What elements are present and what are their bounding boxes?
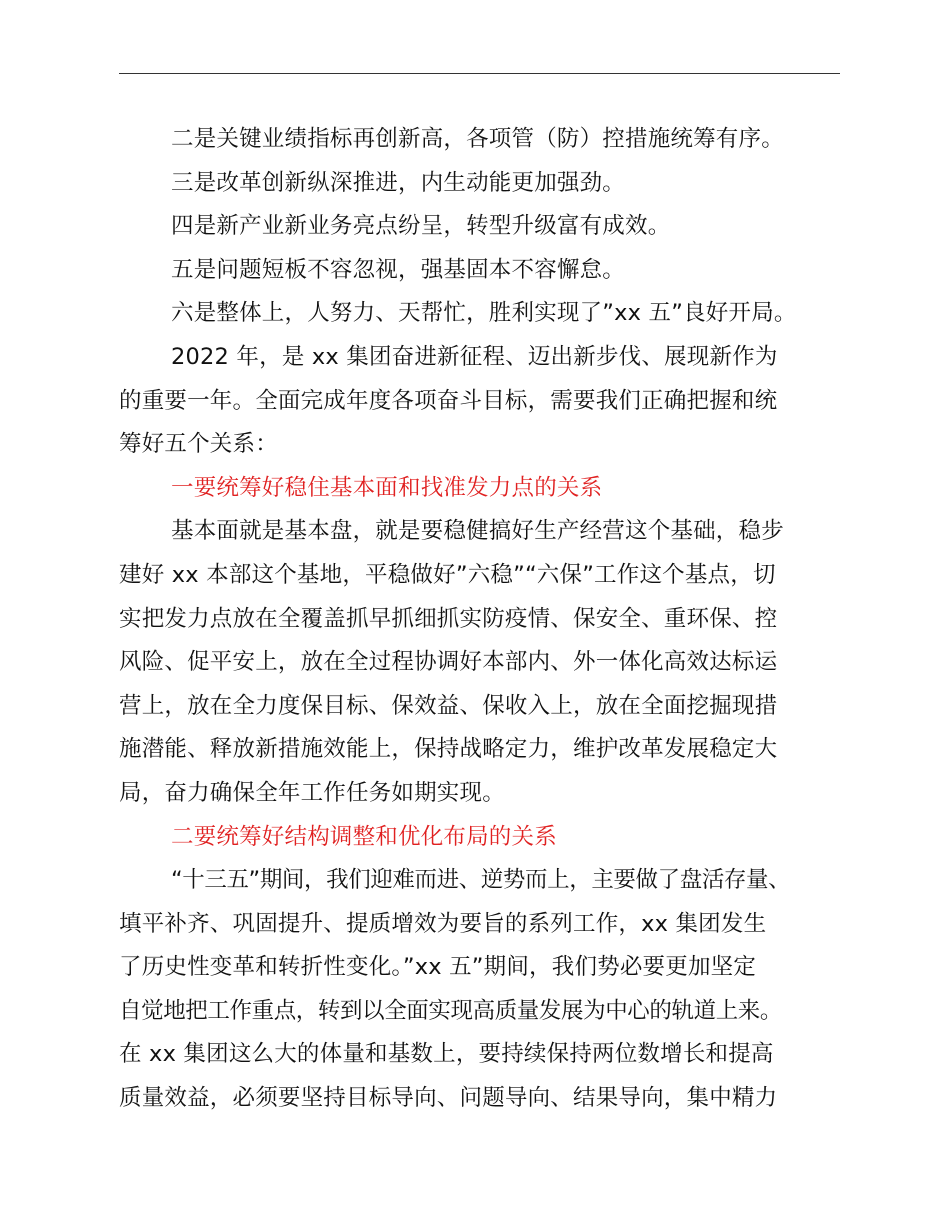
section1-line: 基本面就是基本盘，就是要稳健搞好生产经营这个基础，稳步 [171,518,784,545]
section1-line: 建好 xx 本部这个基地，平稳做好”六稳”“六保”工作这个基点，切 [119,561,776,588]
section2-line: 填平补齐、巩固提升、提质增效为要旨的系列工作，xx 集团发生 [119,910,767,937]
section2-line: “十三五”期间，我们迎难而进、逆势而上，主要做了盘活存量、 [171,867,791,894]
header-rule [119,73,840,74]
section2-line: 了历史性变革和转折性变化。”xx 五”期间，我们势必要更加坚定 [119,954,757,981]
intro-line-2: 的重要一年。全面完成年度各项奋斗目标，需要我们正确把握和统 [119,387,778,414]
section2-line: 在 xx 集团这么大的体量和基数上，要持续保持两位数增长和提高 [119,1041,774,1068]
section1-line: 施潜能、释放新措施效能上，保持战略定力，维护改革发展稳定大 [119,736,778,763]
section2-line: 质量效益，必须要坚持目标导向、问题导向、结果导向，集中精力 [119,1085,778,1112]
point-3: 三是改革创新纵深推进，内生动能更加强劲。 [171,169,626,196]
intro-line-3: 筹好五个关系： [119,431,278,458]
section1-line: 局，奋力确保全年工作任务如期实现。 [119,779,505,806]
intro-line-1: 2022 年，是 xx 集团奋进新征程、迈出新步伐、展现新作为 [171,343,778,370]
section1-heading: 一要统筹好稳住基本面和找准发力点的关系 [171,474,603,501]
section2-line: 自觉地把工作重点，转到以全面实现高质量发展为中心的轨道上来。 [119,997,783,1024]
point-2: 二是关键业绩指标再创新高，各项管（防）控措施统筹有序。 [171,126,784,152]
section2-heading: 二要统筹好结构调整和优化布局的关系 [171,823,557,850]
section1-line: 营上，放在全力度保目标、保效益、保收入上，放在全面挖掘现措 [119,692,778,719]
section1-line: 风险、促平安上，放在全过程协调好本部内、外一体化高效达标运 [119,649,778,676]
section1-line: 实把发力点放在全覆盖抓早抓细抓实防疫情、保安全、重环保、控 [119,605,778,632]
point-6: 六是整体上，人努力、天帮忙，胜利实现了”xx 五”良好开局。 [171,300,797,327]
point-4: 四是新产业新业务亮点纷呈，转型升级富有成效。 [171,213,671,240]
point-5: 五是问题短板不容忽视，强基固本不容懈怠。 [171,256,626,283]
document-body [119,118,844,1121]
